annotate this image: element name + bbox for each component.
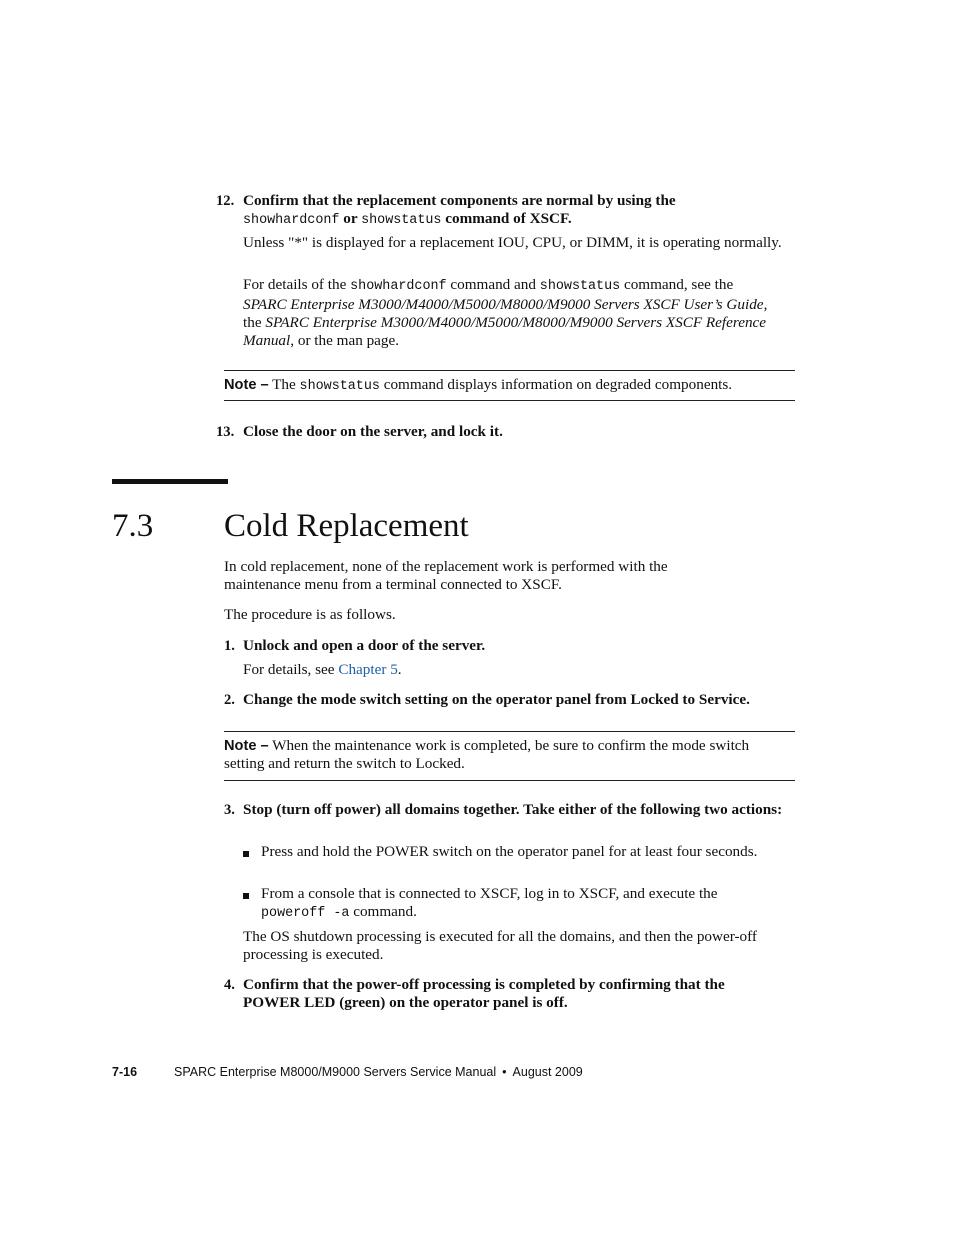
- step-paragraph: Unless "*" is displayed for a replacement IOU, CPU, or DIMM, it is operating normally.: [243, 234, 782, 251]
- note-text: When the maintenance work is completed, be sure to confirm the mode switch setting and return the switch to Locked.: [224, 737, 750, 772]
- note-text: The: [268, 376, 300, 393]
- paragraph-line: [243, 296, 803, 314]
- note-top-rule: [224, 731, 795, 732]
- bullet-marker: [243, 893, 249, 899]
- paragraph-line: [243, 276, 803, 296]
- bullet-line: From a console that is connected to XSCF, log in to XSCF, and execute the: [261, 885, 718, 902]
- footer-title: [174, 1064, 583, 1080]
- command-name: poweroff -a: [261, 906, 350, 921]
- manual-title: SPARC Enterprise M8000/M9000 Servers Service Manual: [174, 1065, 497, 1079]
- section-rule: [112, 479, 228, 484]
- text: , or the man page.: [290, 332, 400, 349]
- text: command.: [349, 903, 417, 920]
- text: For details, see: [243, 661, 339, 678]
- text: command, see the: [620, 276, 734, 293]
- paragraph-line: [243, 332, 803, 350]
- command-name: showstatus: [361, 213, 442, 228]
- text: the: [243, 314, 266, 331]
- note-bottom-rule: [224, 780, 795, 781]
- step-heading: Close the door on the server, and lock it.: [243, 423, 503, 440]
- note-label: Note –: [224, 377, 269, 393]
- step-paragraph: [243, 276, 803, 350]
- footer-separator: •: [502, 1065, 507, 1079]
- paragraph-line: [243, 314, 803, 332]
- command-name: showhardconf: [243, 213, 340, 228]
- document-title: Manual: [243, 332, 291, 349]
- chapter-link[interactable]: Chapter 5: [338, 661, 398, 678]
- step-heading: Unlock and open a door of the server.: [243, 637, 486, 654]
- section-title: Cold Replacement: [224, 508, 469, 544]
- heading-text: or: [339, 210, 362, 227]
- step-paragraph: [243, 661, 783, 679]
- step-heading-line: [243, 210, 803, 230]
- note-label: Note –: [224, 738, 269, 754]
- step-heading: Stop (turn off power) all domains together. Take either of the following two actions:: [243, 801, 783, 818]
- step-number: 4.: [224, 977, 235, 993]
- note: [224, 737, 784, 773]
- step-paragraph: The OS shutdown processing is executed for all the domains, and then the power-off processing is executed.: [243, 928, 757, 963]
- step-number: 1.: [224, 638, 235, 654]
- step-heading: Change the mode switch setting on the operator panel from Locked to Service.: [243, 691, 750, 708]
- note-text: command displays information on degraded components.: [379, 376, 733, 393]
- step-heading: Confirm that the power-off processing is completed by confirming that the POWER LED (green) on the operator panel is off.: [243, 976, 725, 1011]
- step-heading: [243, 192, 803, 230]
- note: [224, 376, 799, 396]
- heading-text: command of XSCF.: [441, 210, 572, 227]
- step-number: 12.: [216, 193, 235, 209]
- text: command and: [446, 276, 540, 293]
- bullet-line: [261, 903, 781, 923]
- step-number: 2.: [224, 692, 235, 708]
- page-number: 7-16: [112, 1065, 138, 1079]
- document-title: SPARC Enterprise M3000/M4000/M5000/M8000/M9000 Servers XSCF User’s Guide: [243, 296, 764, 313]
- step-heading-line: Confirm that the replacement components are normal by using the: [243, 192, 676, 209]
- intro-paragraph: The procedure is as follows.: [224, 606, 396, 623]
- note-bottom-rule: [224, 400, 795, 401]
- publication-date: August 2009: [512, 1065, 583, 1079]
- section-number: 7.3: [112, 508, 154, 544]
- command-name: showstatus: [299, 379, 380, 394]
- bullet-item: [261, 885, 781, 923]
- bullet-item: Press and hold the POWER switch on the operator panel for at least four seconds.: [261, 843, 758, 860]
- note-top-rule: [224, 370, 795, 371]
- bullet-marker: [243, 851, 249, 857]
- command-name: showhardconf: [350, 279, 447, 294]
- text: ,: [763, 296, 768, 313]
- text: For details of the: [243, 276, 351, 293]
- command-name: showstatus: [539, 279, 621, 294]
- step-number: 3.: [224, 802, 235, 818]
- document-title: SPARC Enterprise M3000/M4000/M5000/M8000/M9000 Servers XSCF Reference: [265, 314, 767, 331]
- step-number: 13.: [216, 424, 235, 440]
- intro-paragraph: In cold replacement, none of the replacement work is performed with the maintenance menu from a terminal connected to XSCF.: [224, 558, 668, 593]
- text: .: [397, 661, 402, 678]
